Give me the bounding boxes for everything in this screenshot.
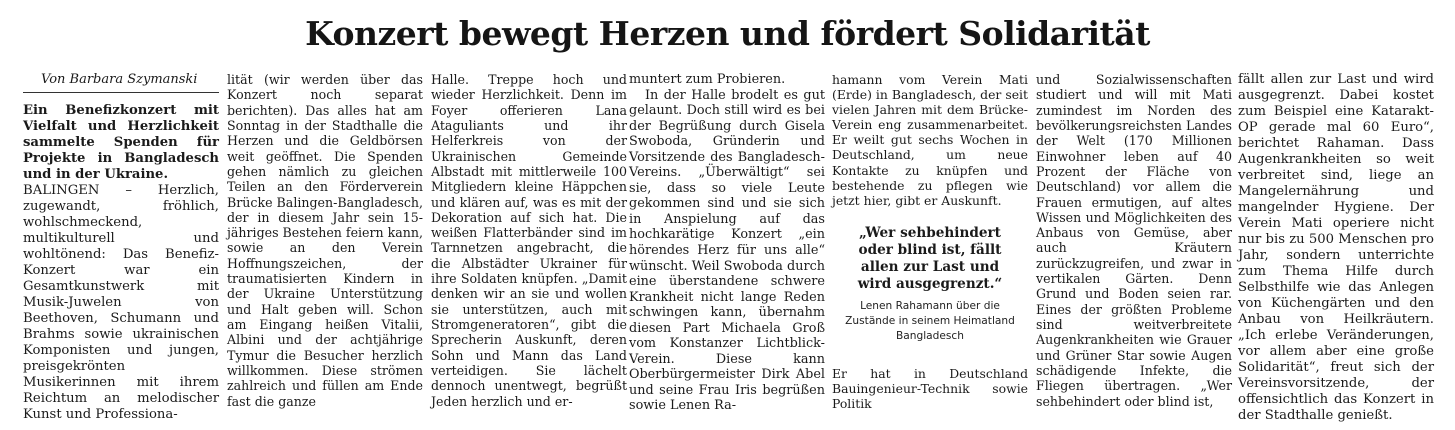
column-4 [629, 72, 825, 414]
headline: Konzert bewegt Herzen und fördert Solidarität [305, 14, 1150, 53]
column-7 [1238, 72, 1434, 424]
article-text-col4b: In der Halle brodelt es gut gelaunt. Doch still wird es bei der Begrüßung durch Gisela Swoboda, Gründerin und Vorsitzende des Bangladesch-Vereins. „Überwältigt“ sei sie, dass so viele Leute gekommen sind und sie sich in Anspielung auf das hochkarätige Konzert „ein hörendes Herz für uns alle“ wünscht. Weil Swoboda durch eine überstandene schwere Krankheit nicht lange Reden schwingen kann, übernahm diesen Part Michaela Groß vom Konstanzer Lichtblick-Verein. Diese kann Oberbürgermeister Dirk Abel und seine Frau Iris begrüßen sowie Lenen Ra- [629, 87, 825, 414]
pull-quote-source: Lenen Rahamann über die Zustände in seinem Heimatland Bangladesch [845, 299, 1015, 342]
article-text-col4a: muntert zum Probieren. [629, 72, 786, 87]
pull-quote [832, 225, 1028, 344]
column-1 [23, 72, 219, 423]
article-text-col7: fällt allen zur Last und wird ausgegrenzt. Dabei kostet zum Beispiel eine Katarakt-OP gerade mal 60 Euro“, berichtet Rahaman. Dass Augenkrankheiten so weit verbreitet sind, liege an Mangelernährung und mangelnder Hygiene. Der Verein Mati operiere nicht nur bis zu 500 Menschen pro Jahr, sondern unterrichte zum Thema Hilfe durch Selbsthilfe wie das Anlegen von Küchengärten und den Anbau von Heilkräutern. „Ich erlebe Veränderungen, vor allem aber eine große Solidarität“, freut sich der Vereinsvorsitzende, der offensichtlich das Konzert in der Stadthalle genießt. [1238, 72, 1434, 423]
byline: Von Barbara Szymanski [23, 72, 219, 93]
pull-quote-text: „Wer sehbehindert oder blind ist, fällt allen zur Last und wird ausgegrenzt.“ [857, 224, 1003, 292]
column-3 [431, 72, 627, 409]
article-text-col5a: hamann vom Verein Mati (Erde) in Bangladesch, der seit vielen Jahren mit dem Brücke-Verein eng zusammenarbeitet. Er weilt gut sechs Wochen in Deutschland, um neue Kontakte zu knüpfen und bestehende zu pflegen wie jetzt hier, gibt er Auskunft. [832, 72, 1028, 208]
teaser: Ein Benefizkonzert mit Vielfalt und Herzlichkeit sammelte Spenden für Projekte in Bangladesch und in der Ukraine. [23, 102, 219, 182]
column-2 [227, 72, 423, 409]
article-text-col3: Halle. Treppe hoch und wieder Herzlichkeit. Denn im Foyer offerieren Lana Ataguliants und ihr Helferkreis von der Ukrainischen Gemeinde Albstadt mit mittlerweile 100 Mitgliedern kleine Häppchen und klären auf, was es mit der Dekoration auf sich hat. Die weißen Flatterbänder sind im Tarnnetzen angebracht, die die Albstädter Ukrainer für ihre Soldaten knüpfen. „Damit denken wir an sie und wollen sie unterstützen, auch mit Stromgeneratoren“, gibt die Sprecherin Auskunft, deren Sohn und Mann das Land verteidigen. Sie lächelt dennoch unentwegt, begrüßt Jeden herzlich und er- [431, 72, 627, 409]
article-text-col5b: Er hat in Deutschland Bauingenieur-Technik sowie Politik [832, 365, 1028, 412]
article-text-col2: lität (wir werden über das Konzert noch separat berichten). Das alles hat am Sonntag in der Stadthalle die Herzen und die Geldbörsen weit geöffnet. Die Spenden gehen nämlich zu gleichen Teilen an den Förderverein Brücke Balingen-Bangladesch, der in diesem Jahr sein 15-jähriges Bestehen feiern kann, sowie an den Verein Hoffnungszeichen, der traumatisierten Kindern in der Ukraine Unterstützung und Halt geben will. Schon am Eingang heißen Vitalii, Albini und der achtjährige Tymur die Besucher herzlich willkommen. Diese strömen zahlreich und füllen am Ende fast die ganze [227, 72, 424, 409]
article-text-col1: BALINGEN – Herzlich, zugewandt, fröhlich, wohlschmeckend, multikulturell und wohltönend: Das Benefiz-Konzert war ein Gesamtkunstwerk mit Musik-Juwelen von Beethoven, Schumann und Brahms sowie ukrainischen Komponisten und jungen, preisgekrönten Musikerinnen mit ihrem Reichtum an melodischer Kunst und Professiona- [23, 182, 219, 422]
article-text-col6: und Sozialwissenschaften studiert und will mit Mati zumindest im Norden des bevölkerungsreichsten Landes der Welt (170 Millionen Einwohner leben auf 40 Prozent der Fläche von Deutschland) vor allem die Frauen ermutigen, auf altes Wissen und Möglichkeiten des Anbaus von Gemüse, aber auch Kräutern zurückzugreifen, und zwar in vertikalen Gärten. Denn Grund und Boden seien rar. Eines der größten Probleme sind weitverbreitete Augenkrankheiten wie Grauer und Grüner Star sowie Augen schädigende Infekte, die Fliegen übertragen. „Wer sehbehindert oder blind ist, [1036, 72, 1232, 409]
column-5 [832, 72, 1028, 411]
column-6 [1036, 72, 1232, 409]
